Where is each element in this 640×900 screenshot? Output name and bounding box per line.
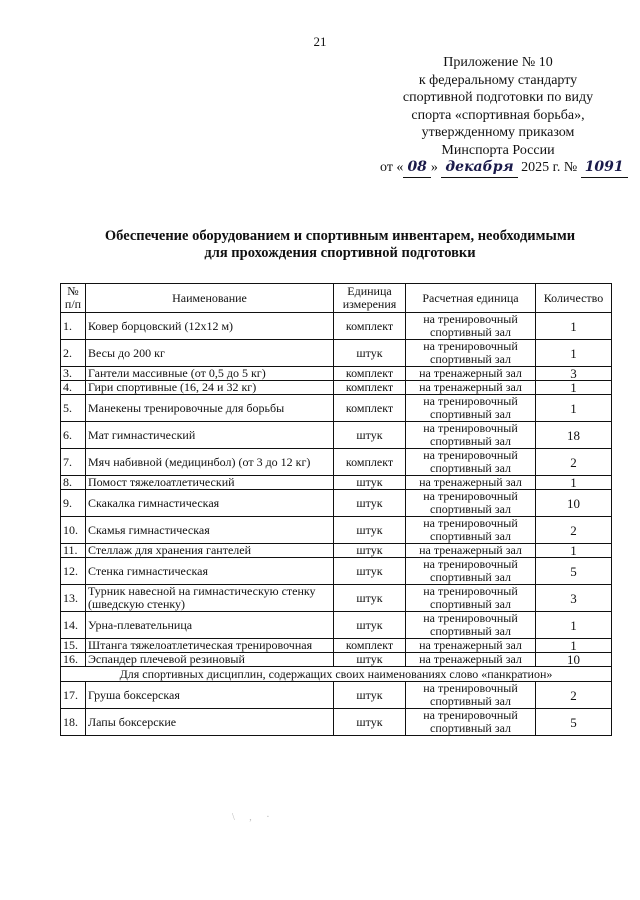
cell-qty: 1 — [536, 476, 612, 490]
cell-name: Турник навесной на гимнастическую стенку (шведскую стенку) — [86, 585, 334, 612]
cell-name: Стенка гимнастическая — [86, 558, 334, 585]
cell-name: Скакалка гимнастическая — [86, 490, 334, 517]
cell-unit: комплект — [334, 639, 406, 653]
cell-num: 9. — [61, 490, 86, 517]
cell-name: Манекены тренировочные для борьбы — [86, 395, 334, 422]
table-row — [61, 585, 612, 612]
cell-unit: комплект — [334, 395, 406, 422]
cell-num: 2. — [61, 340, 86, 367]
cell-unit: штук — [334, 422, 406, 449]
cell-unit: штук — [334, 517, 406, 544]
cell-qty: 18 — [536, 422, 612, 449]
table-row — [61, 313, 612, 340]
cell-unit: комплект — [334, 449, 406, 476]
cell-calc: на тренажерный зал — [406, 653, 536, 667]
table-row — [61, 422, 612, 449]
cell-num: 11. — [61, 544, 86, 558]
cell-num: 3. — [61, 367, 86, 381]
cell-num: 15. — [61, 639, 86, 653]
appendix-line: к федеральному стандарту — [418, 72, 578, 88]
cell-name: Стеллаж для хранения гантелей — [86, 544, 334, 558]
table-row — [61, 381, 612, 395]
inventory-table — [60, 283, 612, 736]
date-mid: » — [430, 160, 442, 175]
cell-qty: 5 — [536, 558, 612, 585]
cell-calc: на тренажерный зал — [406, 367, 536, 381]
appendix-line: Приложение № 10 — [443, 55, 553, 70]
cell-qty: 2 — [536, 682, 612, 709]
cell-unit: штук — [334, 490, 406, 517]
table-row — [61, 449, 612, 476]
scan-marks: \ , · — [232, 812, 276, 823]
table-header-row — [61, 284, 612, 313]
cell-unit: штук — [334, 558, 406, 585]
cell-unit: штук — [334, 709, 406, 736]
table-row — [61, 367, 612, 381]
table-row — [61, 517, 612, 544]
cell-qty: 10 — [536, 490, 612, 517]
cell-unit: штук — [334, 682, 406, 709]
cell-calc: на тренировочный спортивный зал — [406, 340, 536, 367]
cell-num: 12. — [61, 558, 86, 585]
table-row — [61, 653, 612, 667]
cell-unit: штук — [334, 340, 406, 367]
cell-num: 5. — [61, 395, 86, 422]
cell-unit: комплект — [334, 381, 406, 395]
cell-calc: на тренировочный спортивный зал — [406, 612, 536, 639]
order-date-line — [380, 159, 624, 178]
cell-unit: штук — [334, 544, 406, 558]
cell-unit: комплект — [334, 313, 406, 340]
header-calc: Расчетная единица — [406, 284, 536, 313]
cell-calc: на тренировочный спортивный зал — [406, 422, 536, 449]
date-day-handwritten: 08 — [403, 159, 430, 178]
cell-qty: 3 — [536, 367, 612, 381]
cell-qty: 1 — [536, 313, 612, 340]
header-qty: Количество — [536, 284, 612, 313]
cell-qty: 3 — [536, 585, 612, 612]
cell-num: 7. — [61, 449, 86, 476]
cell-unit: штук — [334, 476, 406, 490]
cell-calc: на тренажерный зал — [406, 639, 536, 653]
cell-qty: 1 — [536, 639, 612, 653]
cell-num: 18. — [61, 709, 86, 736]
cell-calc: на тренажерный зал — [406, 476, 536, 490]
cell-name: Помост тяжелоатлетический — [86, 476, 334, 490]
cell-qty: 1 — [536, 340, 612, 367]
cell-unit: штук — [334, 585, 406, 612]
cell-qty: 1 — [536, 381, 612, 395]
cell-num: 4. — [61, 381, 86, 395]
table-row — [61, 709, 612, 736]
cell-name: Скамья гимнастическая — [86, 517, 334, 544]
date-year: 2025 г. № — [521, 160, 578, 175]
document-title — [60, 228, 620, 262]
appendix-line: утвержденному приказом — [421, 125, 575, 140]
cell-name: Груша боксерская — [86, 682, 334, 709]
cell-qty: 1 — [536, 395, 612, 422]
cell-calc: на тренажерный зал — [406, 544, 536, 558]
appendix-line: Минспорта России — [441, 142, 555, 158]
section-label: Для спортивных дисциплин, содержащих своих наименованиях слово «панкратион» — [61, 667, 612, 682]
cell-name: Гири спортивные (16, 24 и 32 кг) — [86, 381, 334, 395]
cell-num: 13. — [61, 585, 86, 612]
cell-num: 1. — [61, 313, 86, 340]
table-row — [61, 612, 612, 639]
order-number-handwritten: 1091 — [581, 159, 628, 178]
cell-name: Весы до 200 кг — [86, 340, 334, 367]
cell-qty: 2 — [536, 517, 612, 544]
cell-num: 10. — [61, 517, 86, 544]
cell-num: 17. — [61, 682, 86, 709]
cell-qty: 5 — [536, 709, 612, 736]
cell-calc: на тренировочный спортивный зал — [406, 517, 536, 544]
cell-name: Эспандер плечевой резиновый — [86, 653, 334, 667]
cell-name: Гантели массивные (от 0,5 до 5 кг) — [86, 367, 334, 381]
cell-unit: штук — [334, 653, 406, 667]
table-row — [61, 490, 612, 517]
cell-unit: штук — [334, 612, 406, 639]
cell-qty: 1 — [536, 612, 612, 639]
cell-name: Лапы боксерские — [86, 709, 334, 736]
cell-name: Урна-плевательница — [86, 612, 334, 639]
cell-calc: на тренировочный спортивный зал — [406, 490, 536, 517]
header-unit: Единица измерения — [334, 284, 406, 313]
cell-name: Ковер борцовский (12х12 м) — [86, 313, 334, 340]
appendix-line: спортивной подготовки по виду — [402, 90, 594, 105]
table-row — [61, 340, 612, 367]
cell-calc: на тренировочный спортивный зал — [406, 313, 536, 340]
cell-name: Мяч набивной (медицинбол) (от 3 до 12 кг) — [86, 449, 334, 476]
cell-qty: 2 — [536, 449, 612, 476]
table-row — [61, 639, 612, 653]
date-prefix: от « — [380, 160, 404, 175]
cell-calc: на тренажерный зал — [406, 381, 536, 395]
cell-name: Штанга тяжелоатлетическая тренировочная — [86, 639, 334, 653]
cell-num: 14. — [61, 612, 86, 639]
cell-calc: на тренировочный спортивный зал — [406, 558, 536, 585]
cell-qty: 10 — [536, 653, 612, 667]
cell-qty: 1 — [536, 544, 612, 558]
table-row — [61, 544, 612, 558]
table-body — [61, 313, 612, 736]
cell-calc: на тренировочный спортивный зал — [406, 395, 536, 422]
table-row — [61, 476, 612, 490]
cell-calc: на тренировочный спортивный зал — [406, 682, 536, 709]
section-row — [61, 667, 612, 682]
cell-calc: на тренировочный спортивный зал — [406, 585, 536, 612]
header-num: № п/п — [61, 284, 86, 313]
page-number: 21 — [313, 34, 327, 49]
cell-calc: на тренировочный спортивный зал — [406, 709, 536, 736]
header-name: Наименование — [86, 284, 334, 313]
appendix-block — [380, 54, 624, 178]
cell-num: 16. — [61, 653, 86, 667]
table-row — [61, 395, 612, 422]
cell-num: 8. — [61, 476, 86, 490]
cell-unit: комплект — [334, 367, 406, 381]
table-row — [61, 682, 612, 709]
cell-name: Мат гимнастический — [86, 422, 334, 449]
date-month-handwritten: декабря — [441, 159, 517, 178]
title-line-2: для прохождения спортивной подготовки — [204, 245, 476, 261]
cell-num: 6. — [61, 422, 86, 449]
table-row — [61, 558, 612, 585]
cell-calc: на тренировочный спортивный зал — [406, 449, 536, 476]
title-line-1: Обеспечение оборудованием и спортивным инвентарем, необходимыми — [104, 228, 576, 244]
appendix-line: спорта «спортивная борьба», — [411, 107, 585, 123]
